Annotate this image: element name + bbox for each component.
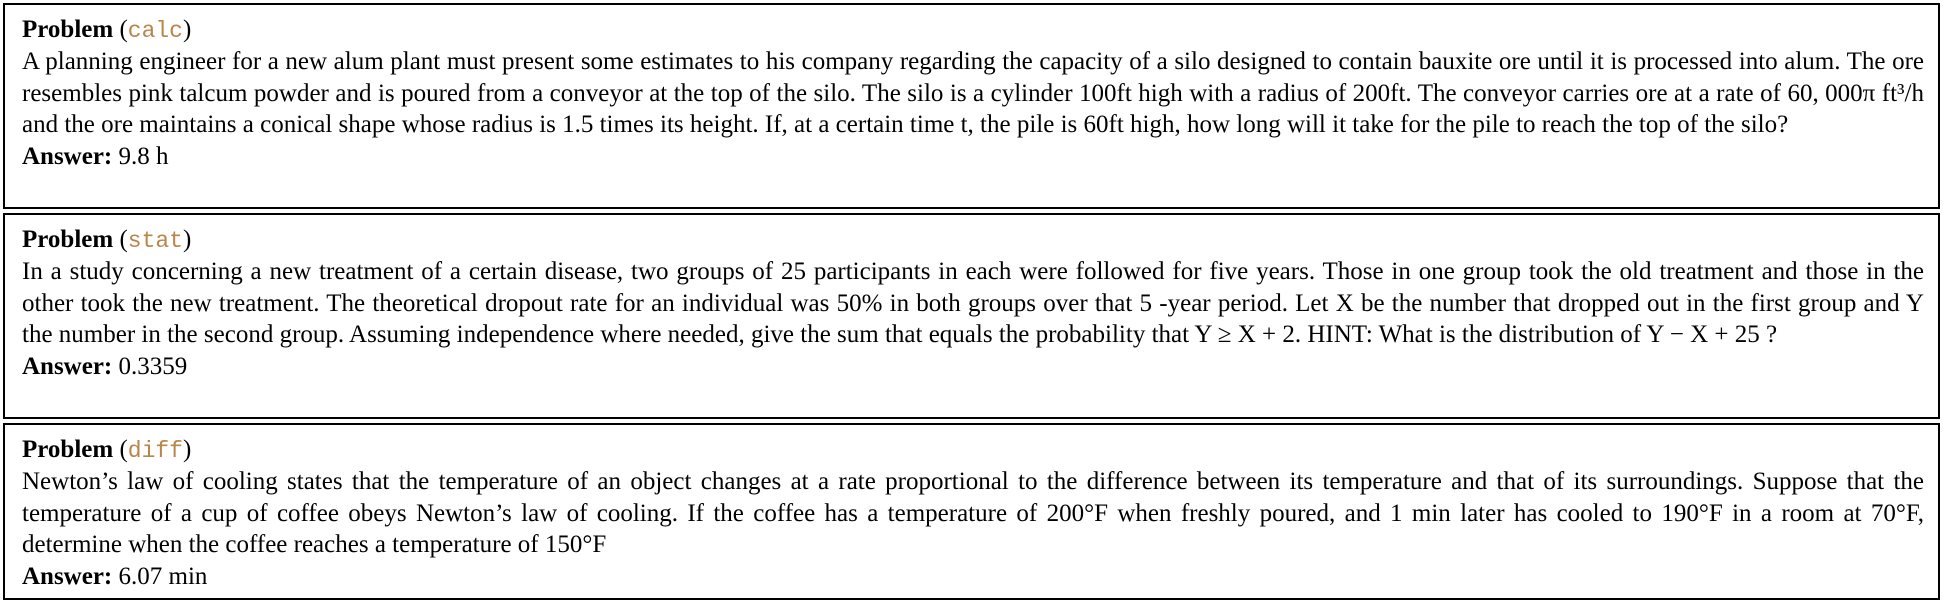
problem-card-stat — [3, 213, 1940, 419]
problem-tag: calc — [127, 18, 183, 44]
problem-label: Problem — [22, 436, 114, 463]
problem-label: Problem — [22, 16, 114, 43]
answer-value: 6.07 min — [118, 562, 208, 590]
problem-card-calc — [3, 3, 1940, 209]
answer-row — [22, 141, 1924, 172]
answer-label: Answer: — [22, 352, 113, 380]
problem-statement: Newton’s law of cooling states that the temperature of an object changes at a rate proportional to the difference between its temperature and that of its surroundings. Suppose that the temperature of a cup of coffee obeys Newton’s law of cooling. If the coffee has a temperature of 200°F when freshly poured, and 1 min later has cooled to 190°F in a room at 70°F, determine when the coffee reaches a temperature of 150°F — [22, 468, 1924, 558]
problem-header: Problem (stat) — [22, 226, 192, 254]
problem-tag: diff — [127, 438, 183, 464]
problem-header: Problem (diff) — [22, 436, 192, 464]
problem-list — [0, 3, 1940, 604]
problem-tag: stat — [127, 228, 183, 254]
answer-label: Answer: — [22, 562, 113, 590]
problem-statement: A planning engineer for a new alum plant must present some estimates to his company regarding the capacity of a silo designed to contain bauxite ore until it is processed into alum. The ore resembles pink talcum powder and is poured from a conveyor at the top of the silo. The silo is a cylinder 100ft high with a radius of 200ft. The conveyor carries ore at a rate of 60, 000π ft³/h and the ore maintains a conical shape whose radius is 1.5 times its height. If, at a certain time t, the pile is 60ft high, how long will it take for the pile to reach the top of the silo? — [22, 48, 1924, 138]
answer-row — [22, 351, 1924, 382]
problem-label: Problem — [22, 226, 114, 253]
answer-value: 0.3359 — [118, 352, 188, 380]
answer-value: 9.8 h — [118, 142, 169, 170]
answer-row — [22, 561, 1924, 592]
answer-label: Answer: — [22, 142, 113, 170]
problem-header: Problem (calc) — [22, 16, 192, 44]
problem-card-diff — [3, 423, 1940, 600]
problem-statement: In a study concerning a new treatment of a certain disease, two groups of 25 participants in each were followed for five years. Those in one group took the old treatment and those in the other took the new treatment. The theoretical dropout rate for an individual was 50% in both groups over that 5 -year period. Let X be the number that dropped out in the first group and Y the number in the second group. Assuming independence where needed, give the sum that equals the probability that Y ≥ X + 2. HINT: What is the distribution of Y − X + 25 ? — [22, 258, 1924, 348]
